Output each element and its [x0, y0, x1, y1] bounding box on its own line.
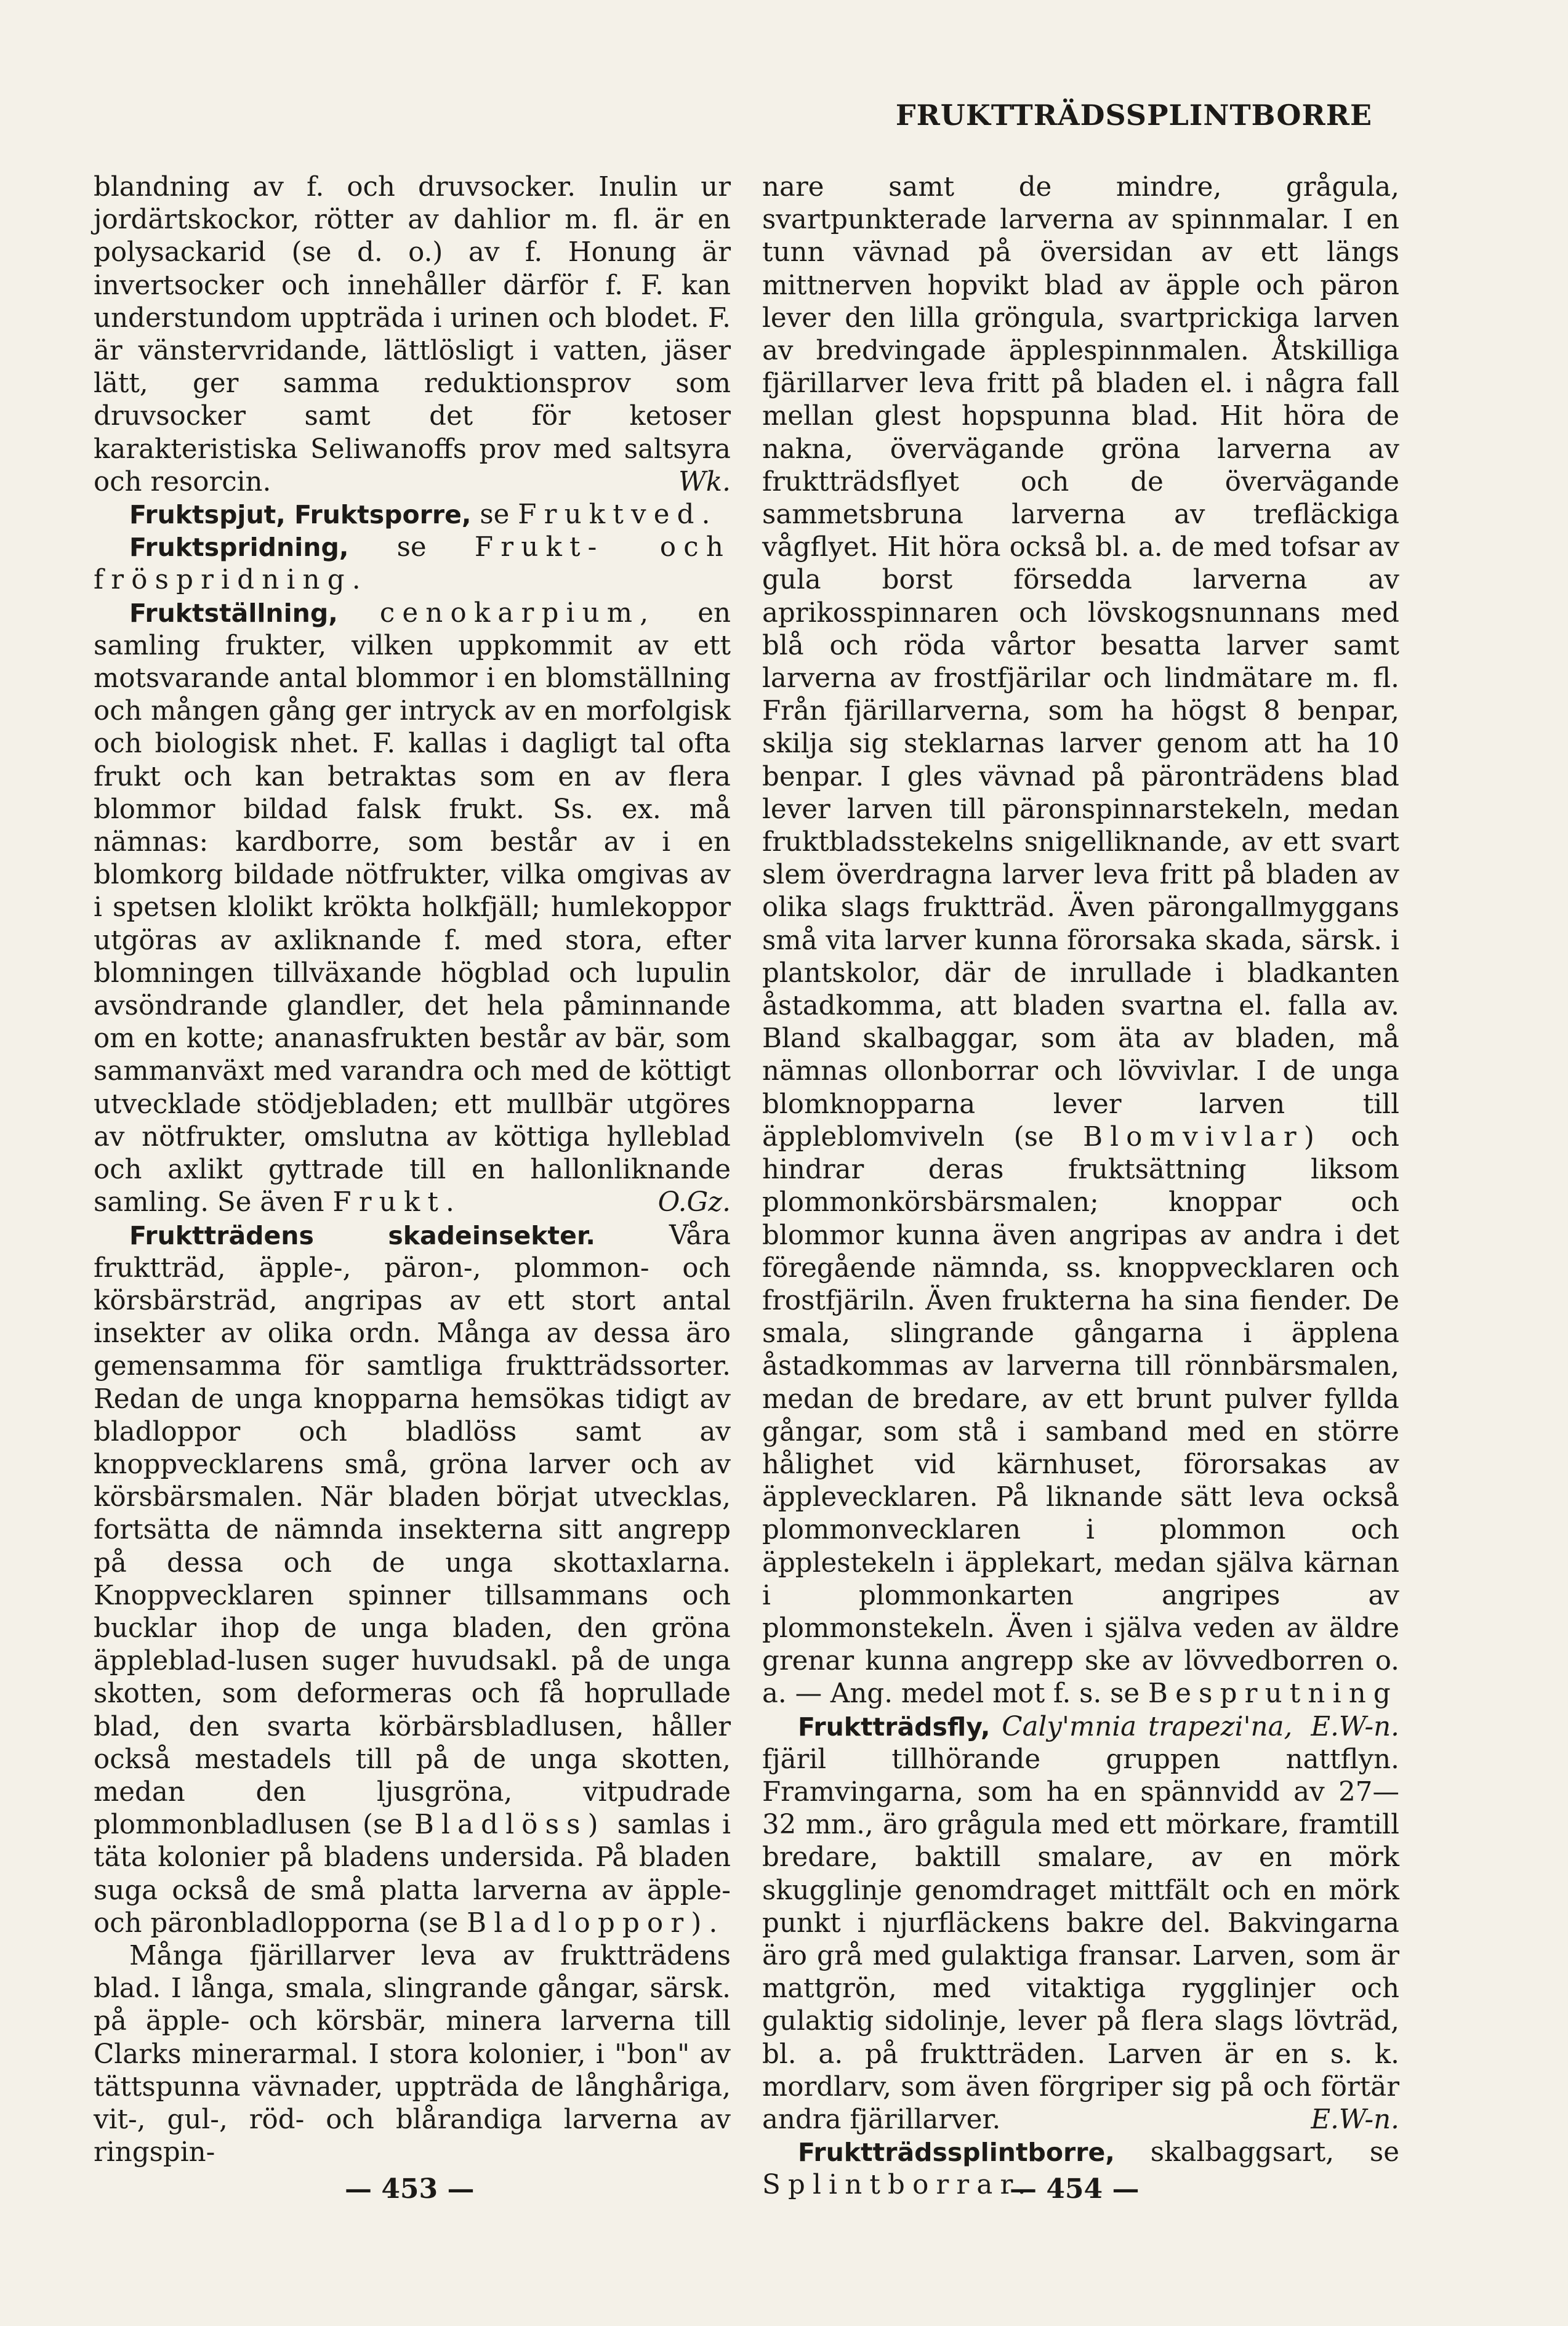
entry-text: blandning av f. och druvsocker. Inulin ur jordärtskockor, rötter av dahlior m. fl. är en polysackarid (se d. o.) av f. Honung är invertsocker och innehåller därför f. F. kan understundom uppträda i urinen och blodet. F. är vänstervridande, lättlösligt i vatten, jäser lätt, ger samma reduktionsprov som druvsocker samt det för ketoser karakteristiska Seliwanoffs prov med saltsyra och resorcin. [94, 172, 731, 497]
running-head: FRUKTTRÄDSSPLINTBORRE [895, 99, 1372, 132]
right-column [762, 171, 1399, 2202]
author-signature: O.Gz. [657, 1187, 731, 1218]
author-signature: E.W-n. [1311, 2104, 1399, 2135]
author-signature: E.W-n. [1311, 1711, 1399, 1742]
cross-reference: Frukt- och fröspridning. [94, 532, 731, 596]
entry-frukttradsfly [762, 1711, 1399, 2137]
entry-frukttradens-skadeinsekter [94, 1220, 731, 1940]
entry-fruktstallning [94, 597, 731, 1220]
cross-reference: Besprutning [1148, 1678, 1398, 1710]
entry-text: Våra fruktträd, äpple-, päron-, plommon- och körsbärsträd, angripas av ett stort antal insekter av olika ordn. Många av dessa äro gemensamma för samtliga fruktträdssorter. Redan de unga knopparna hemsökas tidigt av bladloppor och bladlöss samt av knoppvecklarens små, gröna larver och av körsbärsmalen. När bladen börjat utvecklas, fortsätta de nämnda insekterna sitt angrepp på dessa och de unga skottaxlarna. Knoppvecklaren spinner tillsammans och bucklar ihop de unga bladen, den gröna äppleblad-lusen suger huvudsakl. på de unga skotten, som deformeras och få hoprullade blad, den svarta körbärsbladlusen, håller också mestadels till på de unga skotten, medan den ljusgröna, vitpudrade plommonbladlusen (se [94, 1220, 731, 1841]
entry-text: samlas i täta kolonier på bladens undersida. På bladen suga också de små platta larverna av äpple- och päronbladlopporna (se [94, 1809, 731, 1939]
cross-reference: Bladlöss) [414, 1809, 606, 1841]
page-number-left: — 453 — [345, 2173, 475, 2205]
entry-synonym: cenokarpium, [379, 597, 656, 629]
see-label: se [396, 532, 427, 563]
cross-reference: Fruktved. [518, 499, 718, 531]
entry-text: fjäril tillhörande gruppen nattflyn. Framvingarna, som ha en spännvidd av 27—32 mm., äro grågula med ett mörkare, framtill bredare, baktill smalare, av en mörk skugglinje genomdraget mittfält och en mörk punkt i njurfläckens bakre del. Bakvingarna äro grå med gulaktiga fransar. Larven, som är mattgrön, med vitaktiga rygglinjer och gulaktig sidolinje, lever på flera slags lövträd, bl. a. på fruktträden. Larven är en s. k. mordlarv, som även förgriper sig på och förtär andra fjärillarver. [762, 1744, 1399, 2135]
entry-headword: Fruktträdssplintborre, [798, 2138, 1115, 2168]
entry-headword: Fruktträdsfly, [798, 1712, 991, 1742]
cross-reference: Bladloppor). [467, 1907, 725, 1939]
cross-reference: Frukt. [332, 1187, 462, 1218]
entry-headword: Fruktspridning, [129, 533, 349, 563]
cross-reference: Splintborrar. [762, 2170, 1034, 2201]
entry-text: skalbaggsart, se [1150, 2137, 1399, 2168]
entry-headword: Fruktställning, [129, 598, 338, 628]
entry-text: nare samt de mindre, grågula, svartpunkterade larverna av spinnmalar. I en tunn vävnad på översidan av ett längs mittnerven hopvikt blad av äpple och päron lever den lilla gröngula, svartprickiga larven av bredvingade äpplespinnmalen. Åtskilliga fjärillarver leva fritt på bladen el. i några fall mellan glest hopspunna blad. Hit höra de nakna, övervägande gröna larverna av fruktträdsflyet och de övervägande sammetsbruna larverna av trefläckiga vågflyet. Hit höra också bl. a. de med tofsar av gula borst försedda larverna av aprikosspinnaren och lövskogsnunnans med blå och röda vårtor besatta larver samt larverna av frostfjärilar och lindmätare m. fl. Från fjärillarverna, som ha högst 8 benpar, skilja sig steklarnas larver genom att ha 10 benpar. I gles vävnad på päronträdens blad lever larven till päronspinnarstekeln, medan fruktbladsstekelns snigelliknande, av ett svart slem överdragna larver leva fritt på bladen av olika slags fruktträd. Även pärongallmyggans små vita larver kunna förorsaka skada, särsk. i plantskolor, där de inrullade i bladkanten åstadkomma, att bladen svartna el. falla av. Bland skalbaggar, som äta av bladen, må nämnas ollonborrar och lövvivlar. I de unga blomknopparna lever larven till äppleblomviveln (se [762, 172, 1399, 1153]
latin-name: Caly'mnia trapezi'na, [1002, 1711, 1293, 1742]
page-number-right: — 454 — [1010, 2173, 1140, 2205]
cross-reference: Blomvivlar) [1083, 1121, 1322, 1153]
entry-headword: Fruktträdens skadeinsekter. [129, 1220, 595, 1250]
entry-text: en samling frukter, vilken uppkommit av ett motsvarande antal blommor i en blomställning och mången gång ger intryck av en morfolgisk och biologisk nhet. F. kallas i dagligt tal ofta frukt och kan betraktas som en av flera blommor bildad falsk frukt. Ss. ex. må nämnas: kardborre, som består av i en blomkorg bildade nötfrukter, vilka omgivas av i spetsen klolikt krökta holkfjäll; humlekoppor utgöras av axliknande f. med stora, efter blomningen tillväxande högblad och lupulin avsöndrande glandler, det hela påminnande om en kotte; ananasfrukten består av bär, som sammanväxt med varandra och med de köttigt utvecklade stödjebladen; ett mullbär utgöres av nötfrukter, omslutna av köttiga hylleblad och axlikt gyttrade till en hallonliknande samling. Se även [94, 597, 731, 1218]
see-label: se [480, 499, 510, 531]
author-signature: Wk. [678, 466, 731, 497]
entry-text: och hindrar deras fruktsättning liksom plommonkörsbärsmalen; knoppar och blommor kunna även angripas av andra i det föregående nämnda, ss. knoppvecklaren och frostfjäriln. Även frukterna ha sina fiender. De smala, slingrande gångarna i äpplena åstadkommas av larverna till rönnbärsmalen, medan de bredare, av ett brunt pulver fyllda gångar, som stå i samband med en större hålighet vid kärnhuset, förorsakas av äpplevecklaren. På liknande sätt leva också plommonvecklaren i plommon och äpplestekeln i äpplekart, medan själva kärnan i plommonkarten angripes av plommonstekeln. Även i själva veden av äldre grenar kunna angrepp ske av lövvedborren o. a. — Ang. medel mot f. s. se [762, 1121, 1400, 1710]
entry-fruktspridning [94, 531, 731, 597]
entry-headword: Fruktspjut, Fruktsporre, [129, 500, 472, 530]
entry-paragraph: Många fjärillarver leva av fruktträdens blad. I långa, smala, slingrande gångar, särsk. på äpple- och körsbär, minera larverna till Clarks minerarmal. I stora kolonier, i "bon" av tättspunna vävnader, uppträda de långhåriga, vit-, gul-, röd- och blårandiga larverna av ringspin- [94, 1940, 731, 2168]
entry-fruktspjut [94, 499, 731, 531]
entry-fruktsocker-continued [94, 171, 731, 499]
left-column [94, 171, 731, 2169]
